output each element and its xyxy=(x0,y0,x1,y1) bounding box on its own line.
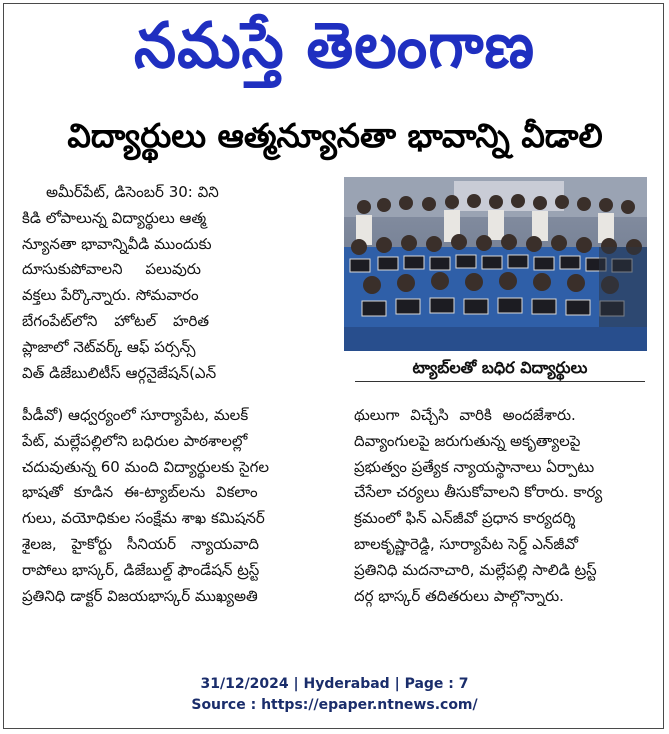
body-line: చేసేలా చర్యలు తీసుకోవాలని కోరారు. కార్య xyxy=(354,483,603,502)
masthead xyxy=(0,6,669,90)
intro-line: ప్లాజాలో నెట్‌వర్క్ ఆఫ్ పర్సన్స్ xyxy=(22,337,196,356)
news-photo xyxy=(344,177,647,351)
article-headline: విద్యార్థులు ఆత్మన్యూనతా భావాన్ని వీడాలి xyxy=(67,116,603,155)
students-with-tablets-photo xyxy=(344,177,647,351)
body-line: పీడీవో) ఆధ్వర్యంలో సూర్యాపేట, మలక్ xyxy=(22,406,249,424)
body-line: దివ్యాంగులపై జరుగుతున్న అకృత్యాలపై xyxy=(354,431,581,450)
article-body-left xyxy=(22,403,337,609)
intro-line: వక్తలు పేర్కొన్నారు. సోమవారం xyxy=(22,286,199,305)
body-line: క్రమంలో ఫిన్ ఎన్‌జీవో ప్రధాన కార్యదర్శి xyxy=(354,509,576,528)
intro-line: బేగంపేట్‌లోని హోటల్ హరిత xyxy=(22,311,210,330)
body-line: రాపోలు భాస్కర్, డిజేబుల్డ్ ఫౌండేషన్ ట్రస్ట్ xyxy=(22,560,260,579)
intro-line: విత్ డిజేబులిటీస్ ఆర్గనైజేషన్(ఎన్ xyxy=(22,363,217,382)
body-line: ప్రతినిధి డాక్టర్ విజయభాస్కర్ ముఖ్యఅతి xyxy=(22,586,258,605)
body-line: బాలకృష్ణారెడ్డి, సూర్యాపేట సెర్డ్ ఎన్‌జీవో xyxy=(354,534,578,553)
body-line: దర్గ భాస్కర్ తదితరులు పాల్గొన్నారు. xyxy=(354,586,564,605)
article-body-right xyxy=(354,403,650,609)
intro-line: న్యూనతా భావాన్నివీడి ముందుకు xyxy=(22,234,212,253)
intro-line: కిడి లోపాలున్న విద్యార్థులు ఆత్మ xyxy=(22,208,207,227)
intro-line: దూసుకుపోవాలని పలువురు xyxy=(22,260,201,279)
body-line: ప్రతినిధి మదనాచారి, మల్లేపల్లి సాలిడి ట్రస్ట్ xyxy=(354,560,597,579)
source-link[interactable]: Source : https://epaper.ntnews.com/ xyxy=(191,697,478,713)
intro-line: అమీర్‌పేట్, డిసెంబర్ 30: విని xyxy=(46,183,219,201)
body-line: భాషతో కూడిన ఈ-ట్యాబ్‌లను వికలాం xyxy=(22,483,258,502)
article-intro-column xyxy=(22,180,337,386)
body-line: పేట్, మల్లేపల్లిలోని బధిరుల పాఠశాలల్లో xyxy=(22,431,248,450)
edition-info: 31/12/2024 | Hyderabad | Page : 7 xyxy=(200,676,469,692)
page-footer xyxy=(0,674,669,716)
body-line: చదువుతున్న 60 మంది విద్యార్థులకు సైగల xyxy=(22,457,270,476)
body-line: గులు, వయోధికుల సంక్షేమ శాఖ కమిషనర్ xyxy=(22,509,265,528)
photo-caption: ట్యాబ్‌లతో బధిర విద్యార్థులు xyxy=(355,355,645,382)
body-line: ప్రభుత్వం ప్రత్యేక న్యాయస్థానాలు ఏర్పాటు xyxy=(354,457,595,476)
body-line: థులుగా విచ్చేసి వారికి అందజేశారు. xyxy=(354,406,576,424)
body-line: శైలజ, హైకోర్టు సీనియర్ న్యాయవాది xyxy=(22,534,259,553)
masthead-title: నమస్తే తెలంగాణ xyxy=(133,9,536,83)
